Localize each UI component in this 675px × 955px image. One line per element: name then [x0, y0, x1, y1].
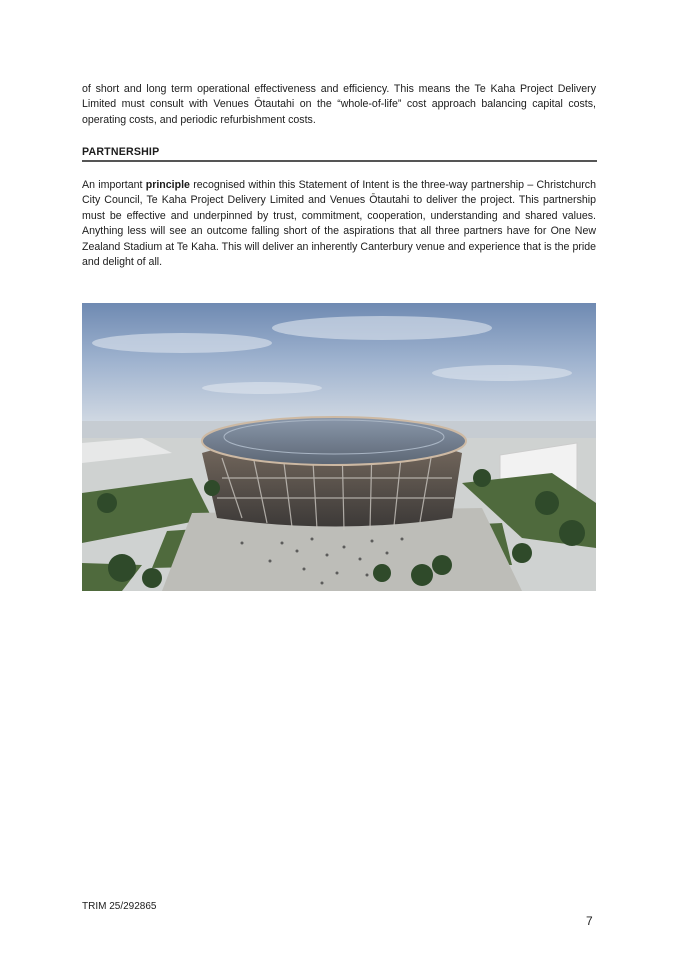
paragraph-rest: recognised within this Statement of Intent is the three-way partnership – Christchurch City Council, Te Kaha Project Delivery Limited and Venues Ōtautahi to deliver the project. This partnership must be effective and underpinned by trust, commitment, cooperation, understanding and shared values. Anything less will see an outcome falling short of the aspirations that all three partners have for One New Zealand Stadium at Te Kaha. This will deliver an inherently Canterbury venue and experience that is the pride and delight of all. [82, 179, 596, 269]
stadium-rendering-image [82, 303, 596, 591]
heading-underline [82, 160, 597, 162]
trim-reference: TRIM 25/292865 [82, 901, 157, 912]
section-heading-partnership: PARTNERSHIP [82, 146, 160, 158]
intro-paragraph: of short and long term operational effectiveness and efficiency. This means the Te Kaha Project Delivery Limited must consult with Venues Ōtautahi on the “whole-of-life” cost approach balancing capital costs, operating costs, and periodic refurbishment costs. [82, 83, 596, 126]
partnership-paragraph [82, 178, 596, 270]
page-number: 7 [586, 914, 593, 928]
paragraph-lead: An important [82, 179, 146, 191]
paragraph-bold-word: principle [145, 179, 190, 191]
stadium-roof [202, 417, 466, 465]
